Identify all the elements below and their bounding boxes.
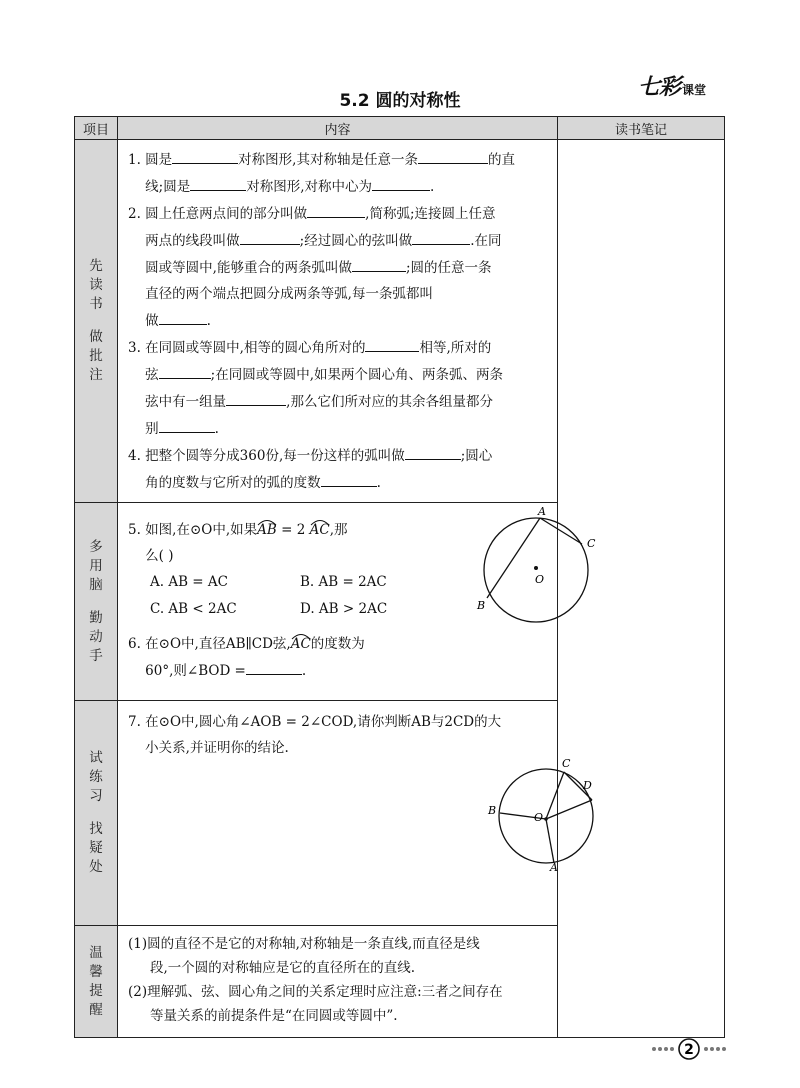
- label-c: C: [562, 759, 571, 770]
- header-notes: 读书笔记: [558, 117, 725, 140]
- label-a: A: [550, 861, 558, 871]
- option-b: B. AB = 2AC: [300, 574, 387, 590]
- section-row-1: [75, 140, 725, 503]
- label-c: C: [587, 537, 596, 550]
- section-content-2: [118, 503, 596, 701]
- option-d: D. AB > 2AC: [300, 601, 388, 617]
- header-row: [75, 117, 725, 140]
- section-label-2: [75, 503, 118, 701]
- page-number: 2: [684, 1042, 694, 1058]
- arc-mark-icon: [310, 518, 330, 526]
- option-c: C. AB < 2AC: [150, 601, 237, 617]
- arc-mark-icon: [291, 632, 311, 640]
- section-content-4: [118, 926, 558, 1038]
- option-a: A. AB = AC: [150, 574, 228, 590]
- page-title: 5.2 圆的对称性: [339, 91, 461, 111]
- section-label-text: 多 用 脑 勤 动 手: [89, 538, 103, 664]
- label-a: A: [538, 505, 546, 518]
- section-label-text: 先 读 书 做 批 注: [89, 258, 103, 383]
- question-2: 2. 圆上任意两点间的部分叫做 ,简称弧;连接圆上任意 两点的线段叫做 ;经过圆心的弦叫做 .在同 圆或等圆中,能够重合的两条弧叫做 ;圆的任意一条 直径的两个端点把圆分成两条等弧,每一条弧都叫 做 .: [128, 200, 547, 334]
- arc-ac-q6: AC: [291, 636, 311, 652]
- brand-small: 课堂: [682, 83, 707, 97]
- label-b: B: [488, 804, 497, 817]
- question-6: 6. 在⊙O中,直径AB∥CD弦,AC 的度数为 60°,则∠BOD = .: [128, 631, 547, 684]
- section-label-text: 试 练 习 找 疑 处: [89, 750, 103, 875]
- section-label-4: [75, 926, 118, 1038]
- page-number-badge: [650, 1038, 728, 1060]
- arc-mark-icon: [257, 518, 277, 526]
- question-5: 5. 如图,在⊙O中,如果AB = 2 AC ,那 么( ): [128, 517, 547, 569]
- brand-big: 七彩: [638, 74, 681, 100]
- label-o: O: [534, 811, 544, 824]
- header-item: 项目: [75, 117, 118, 140]
- section-label-3: [75, 701, 118, 926]
- label-d: D: [583, 779, 592, 792]
- header-content: 内容: [118, 117, 558, 140]
- section-content-1: [118, 140, 558, 503]
- question-1: 1. 圆是 对称图形,其对称轴是任意一条 的直 线;圆是 对称图形,对称中心为 .: [128, 146, 547, 200]
- label-o: O: [535, 573, 545, 586]
- section-label-1: [75, 140, 118, 503]
- question-3: 3. 在同圆或等圆中,相等的圆心角所对的 相等,所对的 弦 ;在同圆或等圆中,如果两个圆心角、两条弧、两条 弦中有一组量 ,那么它们所对应的其余各组量都分 别 .: [128, 334, 547, 442]
- circle-figure-2: [478, 759, 598, 871]
- label-b: B: [477, 599, 486, 612]
- section-label-text: 温 馨 提 醒: [89, 944, 103, 1018]
- arc-ab: AB: [257, 522, 277, 538]
- question-7: 7. 在⊙O中,圆心角∠AOB = 2∠COD,请你判断AB与2CD的大 小关系,并证明你的结论.: [128, 714, 502, 756]
- section-content-3: [118, 701, 592, 926]
- circle-figure-1: [476, 505, 601, 625]
- study-table: [74, 116, 725, 1038]
- question-4: 4. 把整个圆等分成360份,每一份这样的弧叫做 ;圆心 角的度数与它所对的弧的度数 .: [128, 442, 547, 496]
- arc-ac: AC: [310, 522, 330, 538]
- tips-text: (1)圆的直径不是它的对称轴,对称轴是一条直线,而直径是线 段,一个圆的对称轴应是它的直径所在的直线. (2)理解弧、弦、圆心角之间的关系定理时应注意:三者之间存在 等量关系的前提条件是“在同圆或等圆中”.: [128, 936, 503, 1024]
